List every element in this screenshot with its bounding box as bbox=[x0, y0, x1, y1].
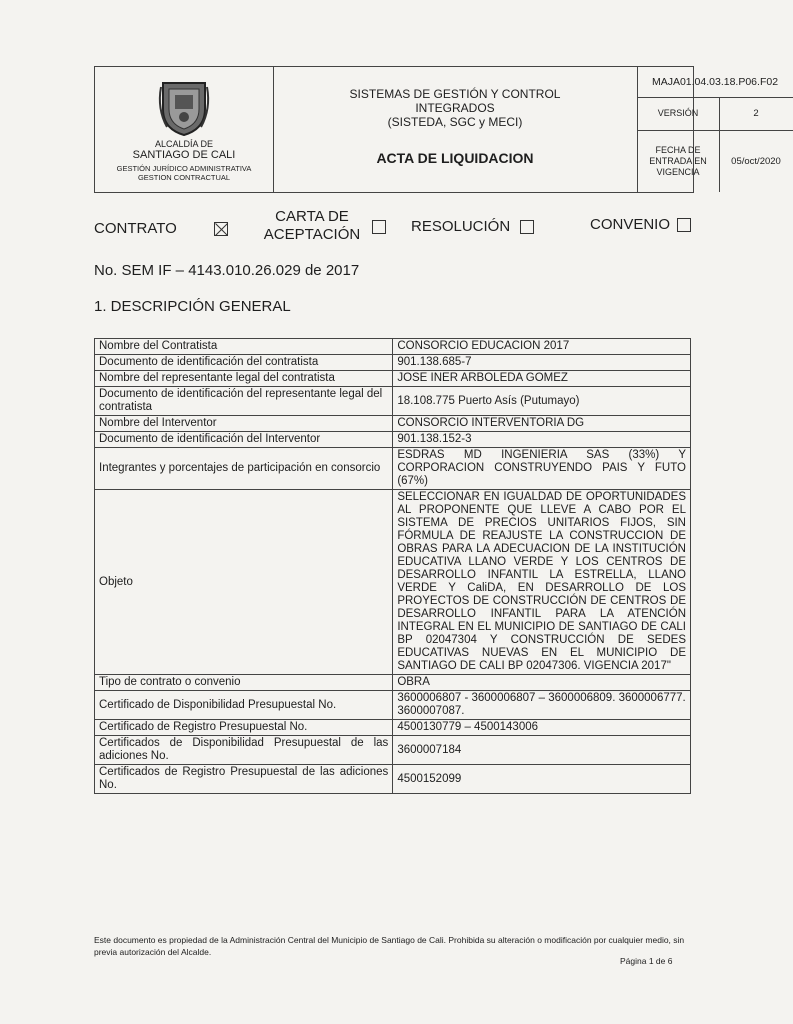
entity-dept-line2: GESTION CONTRACTUAL bbox=[137, 173, 231, 182]
header-meta-cell bbox=[637, 67, 793, 192]
system-title-line3: (SISTEDA, SGC y MECI) bbox=[387, 115, 523, 129]
field-value: CONSORCIO INTERVENTORIA DG bbox=[393, 416, 691, 432]
field-value: 901.138.685-7 bbox=[393, 355, 691, 371]
contrato-label: CONTRATO bbox=[94, 220, 177, 237]
table-row bbox=[95, 490, 691, 675]
field-value: OBRA bbox=[393, 675, 691, 691]
entity-name-line2: SANTIAGO DE CALI bbox=[132, 149, 236, 161]
city-coat-of-arms-icon bbox=[159, 79, 209, 137]
field-value: 18.108.775 Puerto Asís (Putumayo) bbox=[393, 387, 691, 416]
carta-aceptacion-label bbox=[262, 208, 362, 244]
page-number: Página 1 de 6 bbox=[620, 956, 673, 966]
entity-logo-cell bbox=[95, 67, 274, 192]
resolucion-label: RESOLUCIÓN bbox=[411, 218, 511, 235]
system-title-line2: INTEGRADOS bbox=[415, 101, 495, 115]
field-label: Integrantes y porcentajes de participación en consorcio bbox=[95, 448, 393, 490]
field-value: 4500130779 – 4500143006 bbox=[393, 720, 691, 736]
table-row bbox=[95, 448, 691, 490]
field-value: 3600007184 bbox=[393, 736, 691, 765]
document-type-selector bbox=[0, 206, 768, 250]
document-code: MAJA01.04.03.18.P06.F02 bbox=[637, 67, 793, 98]
field-value: ESDRAS MD INGENIERIA SAS (33%) Y CORPORACION CONSTRUYENDO PAIS Y FUTO (67%) bbox=[393, 448, 691, 490]
general-description-table bbox=[94, 338, 691, 794]
system-title-line1: SISTEMAS DE GESTIÓN Y CONTROL bbox=[349, 87, 561, 101]
field-label: Documento de identificación del Interventor bbox=[95, 432, 393, 448]
effective-date-label: FECHA DE ENTRADA EN VIGENCIA bbox=[637, 130, 720, 192]
field-label: Nombre del Interventor bbox=[95, 416, 393, 432]
entity-name-line1: ALCALDÍA DE bbox=[154, 139, 214, 149]
table-row bbox=[95, 736, 691, 765]
field-label: Nombre del Contratista bbox=[95, 339, 393, 355]
field-label: Documento de identificación del contratista bbox=[95, 355, 393, 371]
contract-number: No. SEM IF – 4143.010.26.029 de 2017 bbox=[94, 262, 360, 279]
entity-dept-line1: GESTIÓN JURÍDICO ADMINISTRATIVA bbox=[116, 164, 252, 173]
table-row bbox=[95, 416, 691, 432]
table-row bbox=[95, 675, 691, 691]
field-label: Objeto bbox=[95, 490, 393, 675]
system-title bbox=[273, 87, 637, 129]
field-label: Nombre del representante legal del contratista bbox=[95, 371, 393, 387]
table-row bbox=[95, 720, 691, 736]
carta-label-line2: ACEPTACIÓN bbox=[263, 226, 361, 243]
field-value: JOSE INER ARBOLEDA GOMEZ bbox=[393, 371, 691, 387]
field-label: Tipo de contrato o convenio bbox=[95, 675, 393, 691]
version-value: 2 bbox=[753, 108, 759, 119]
table-row bbox=[95, 339, 691, 355]
field-label: Documento de identificación del representante legal del contratista bbox=[95, 387, 393, 416]
field-value: 4500152099 bbox=[393, 765, 691, 794]
table-row bbox=[95, 432, 691, 448]
effective-date-row bbox=[637, 130, 793, 192]
table-row bbox=[95, 355, 691, 371]
version-label: VERSIÓN bbox=[637, 97, 720, 130]
table-row bbox=[95, 387, 691, 416]
contrato-checkbox[interactable] bbox=[214, 222, 228, 236]
header-title-cell bbox=[273, 67, 638, 192]
field-label: Certificado de Registro Presupuestal No. bbox=[95, 720, 393, 736]
table-row bbox=[95, 765, 691, 794]
document-header bbox=[94, 66, 781, 193]
ownership-note: Este documento es propiedad de la Administración Central del Municipio de Santiago de Cali. Prohibida su alteración o modificación por cualquier medio, sin previa autorización del Alcalde. bbox=[94, 935, 685, 957]
carta-aceptacion-checkbox[interactable] bbox=[372, 220, 386, 234]
section-title: 1. DESCRIPCIÓN GENERAL bbox=[94, 298, 291, 315]
convenio-label: CONVENIO bbox=[590, 216, 671, 233]
field-value: 3600006807 - 3600006807 – 3600006809. 3600006777. 3600007087. bbox=[393, 691, 691, 720]
convenio-checkbox[interactable] bbox=[677, 218, 691, 232]
field-label: Certificado de Disponibilidad Presupuestal No. bbox=[95, 691, 393, 720]
field-value: SELECCIONAR EN IGUALDAD DE OPORTUNIDADES AL PROPONENTE QUE LLEVE A CABO POR EL SISTEMA DE PRECIOS UNITARIOS FIJOS, SIN FÓRMULA DE REAJUSTE LA CONSTRUCCION DE OBRAS PARA LA ADECUACION DE LA INSTITUCIÓN EDUCATIVA LLANO VERDE Y LOS CENTROS DE DESARROLLO INFANTIL LA ESTRELLA, LLANO VERDE Y CaliDA, EN DESARROLLO DE LOS PROYECTOS DE CONSTRUCCIÓN DE CENTROS DE DESARROLLO INFANTIL PARA LA ATENCIÓN INTEGRAL EN EL MUNICIPIO DE SANTIAGO DE CALI BP 02047304 Y CONSTRUCCIÓN DE SEDES EDUCATIVAS NUEVAS EN EL MUNICIPIO DE SANTIAGO DE CALI BP 02047306. VIGENCIA 2017" bbox=[393, 490, 691, 675]
field-value: CONSORCIO EDUCACION 2017 bbox=[393, 339, 691, 355]
table-row bbox=[95, 691, 691, 720]
field-value: 901.138.152-3 bbox=[393, 432, 691, 448]
resolucion-checkbox[interactable] bbox=[520, 220, 534, 234]
version-row bbox=[637, 97, 793, 131]
table-row bbox=[95, 371, 691, 387]
carta-label-line1: CARTA DE bbox=[275, 208, 349, 225]
effective-date-value: 05/oct/2020 bbox=[731, 155, 781, 167]
field-label: Certificados de Registro Presupuestal de las adiciones No. bbox=[95, 765, 393, 794]
field-label: Certificados de Disponibilidad Presupuestal de las adiciones No. bbox=[95, 736, 393, 765]
document-title: ACTA DE LIQUIDACION bbox=[376, 150, 534, 166]
